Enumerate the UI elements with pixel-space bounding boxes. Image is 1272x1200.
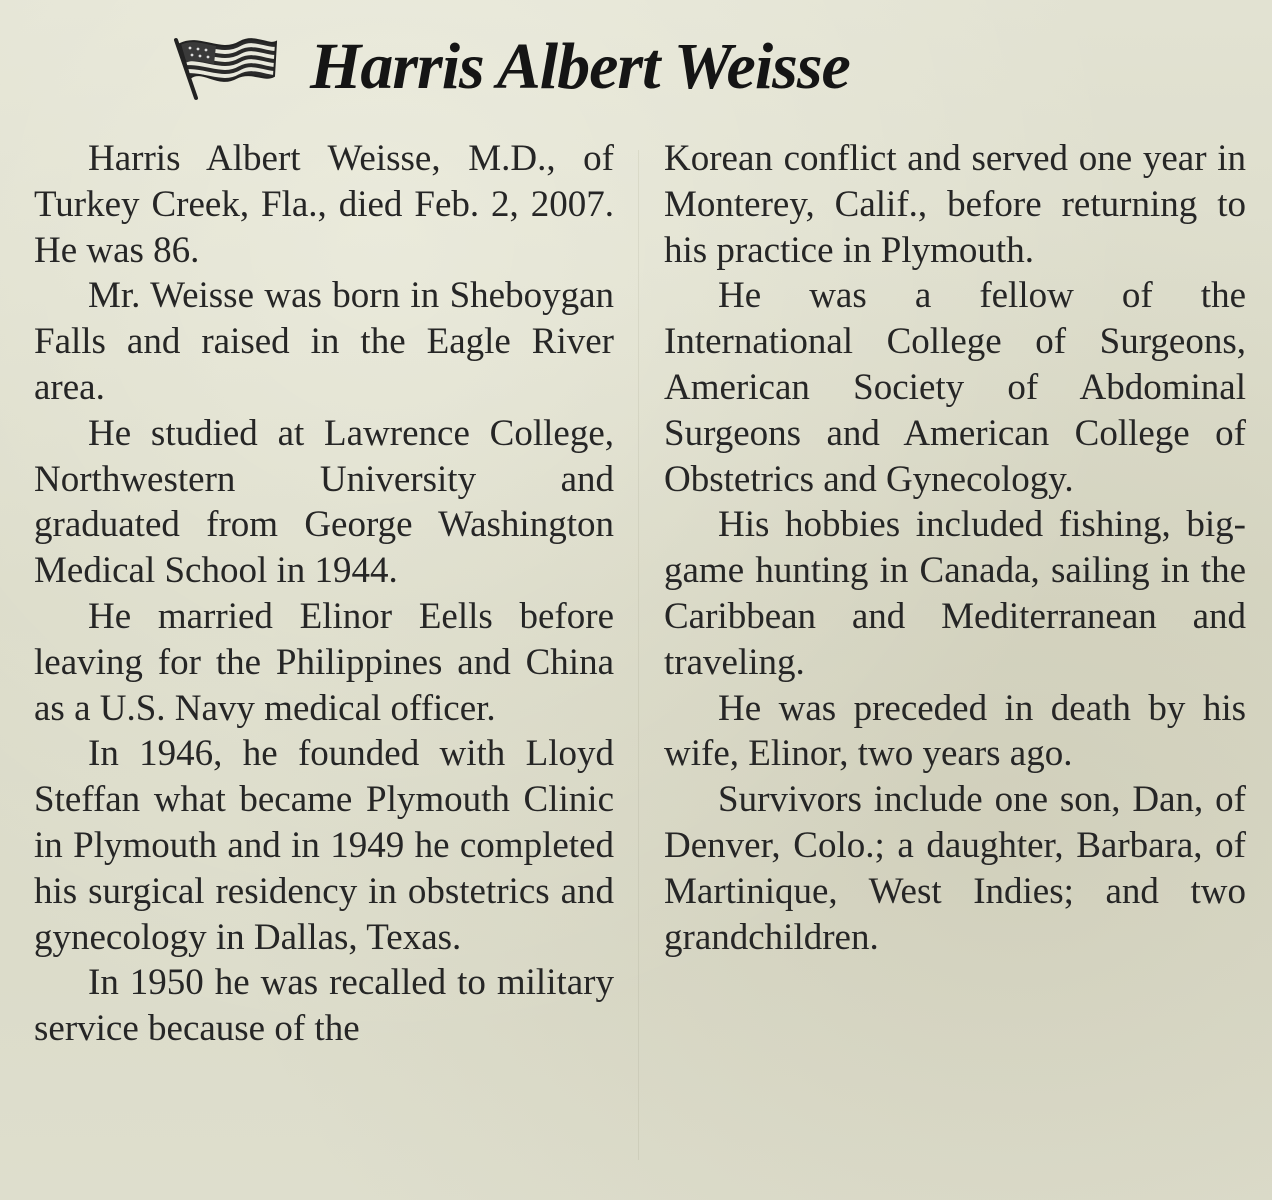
column-divider: [638, 150, 639, 1160]
obituary-header: [170, 22, 850, 112]
paragraph-hobbies: His hobbies included fishing, big-game hunting in Canada, sailing in the Caribbean and Mediterranean and traveling.: [664, 504, 1246, 683]
paragraph-education: He studied at Lawrence College, Northwestern University and graduated from George Washington Medical School in 1944.: [34, 412, 614, 592]
american-flag-icon: [170, 32, 280, 102]
paragraph-military-recall: In 1950 he was recalled to military service because of the: [34, 962, 614, 1050]
paragraph-death-notice: Harris Albert Weisse, M.D., of Turkey Creek, Fla., died Feb. 2, 2007. He was 86.: [34, 138, 614, 271]
paragraph-birth: Mr. Weisse was born in Sheboygan Falls and raised in the Eagle River area.: [34, 275, 614, 408]
paragraph-survivors: Survivors include one son, Dan, of Denver, Colo.; a daughter, Barbara, of Martinique, West Indies; and two grandchildren.: [664, 779, 1246, 958]
paragraph-marriage: He married Elinor Eells before leaving for the Philippines and China as a U.S. Navy medical officer.: [34, 595, 614, 729]
paragraph-military-recall-continued: Korean conflict and served one year in Monterey, Calif., before returning to his practice in Plymouth.: [664, 138, 1246, 271]
paragraph-preceded-in-death: He was preceded in death by his wife, Elinor, two years ago.: [664, 687, 1246, 775]
obituary-title: Harris Albert Weisse: [310, 30, 850, 103]
paragraph-memberships: He was a fellow of the International College of Surgeons, American Society of Abdominal Surgeons and American College of Obstetrics and Gynecology.: [664, 275, 1246, 500]
right-column: [664, 136, 1246, 960]
paragraph-clinic: In 1946, he founded with Lloyd Steffan what became Plymouth Clinic in Plymouth and in 1949 he completed his surgical residency in obstetrics and gynecology in Dallas, Texas.: [34, 733, 614, 958]
left-column: [34, 136, 614, 1052]
